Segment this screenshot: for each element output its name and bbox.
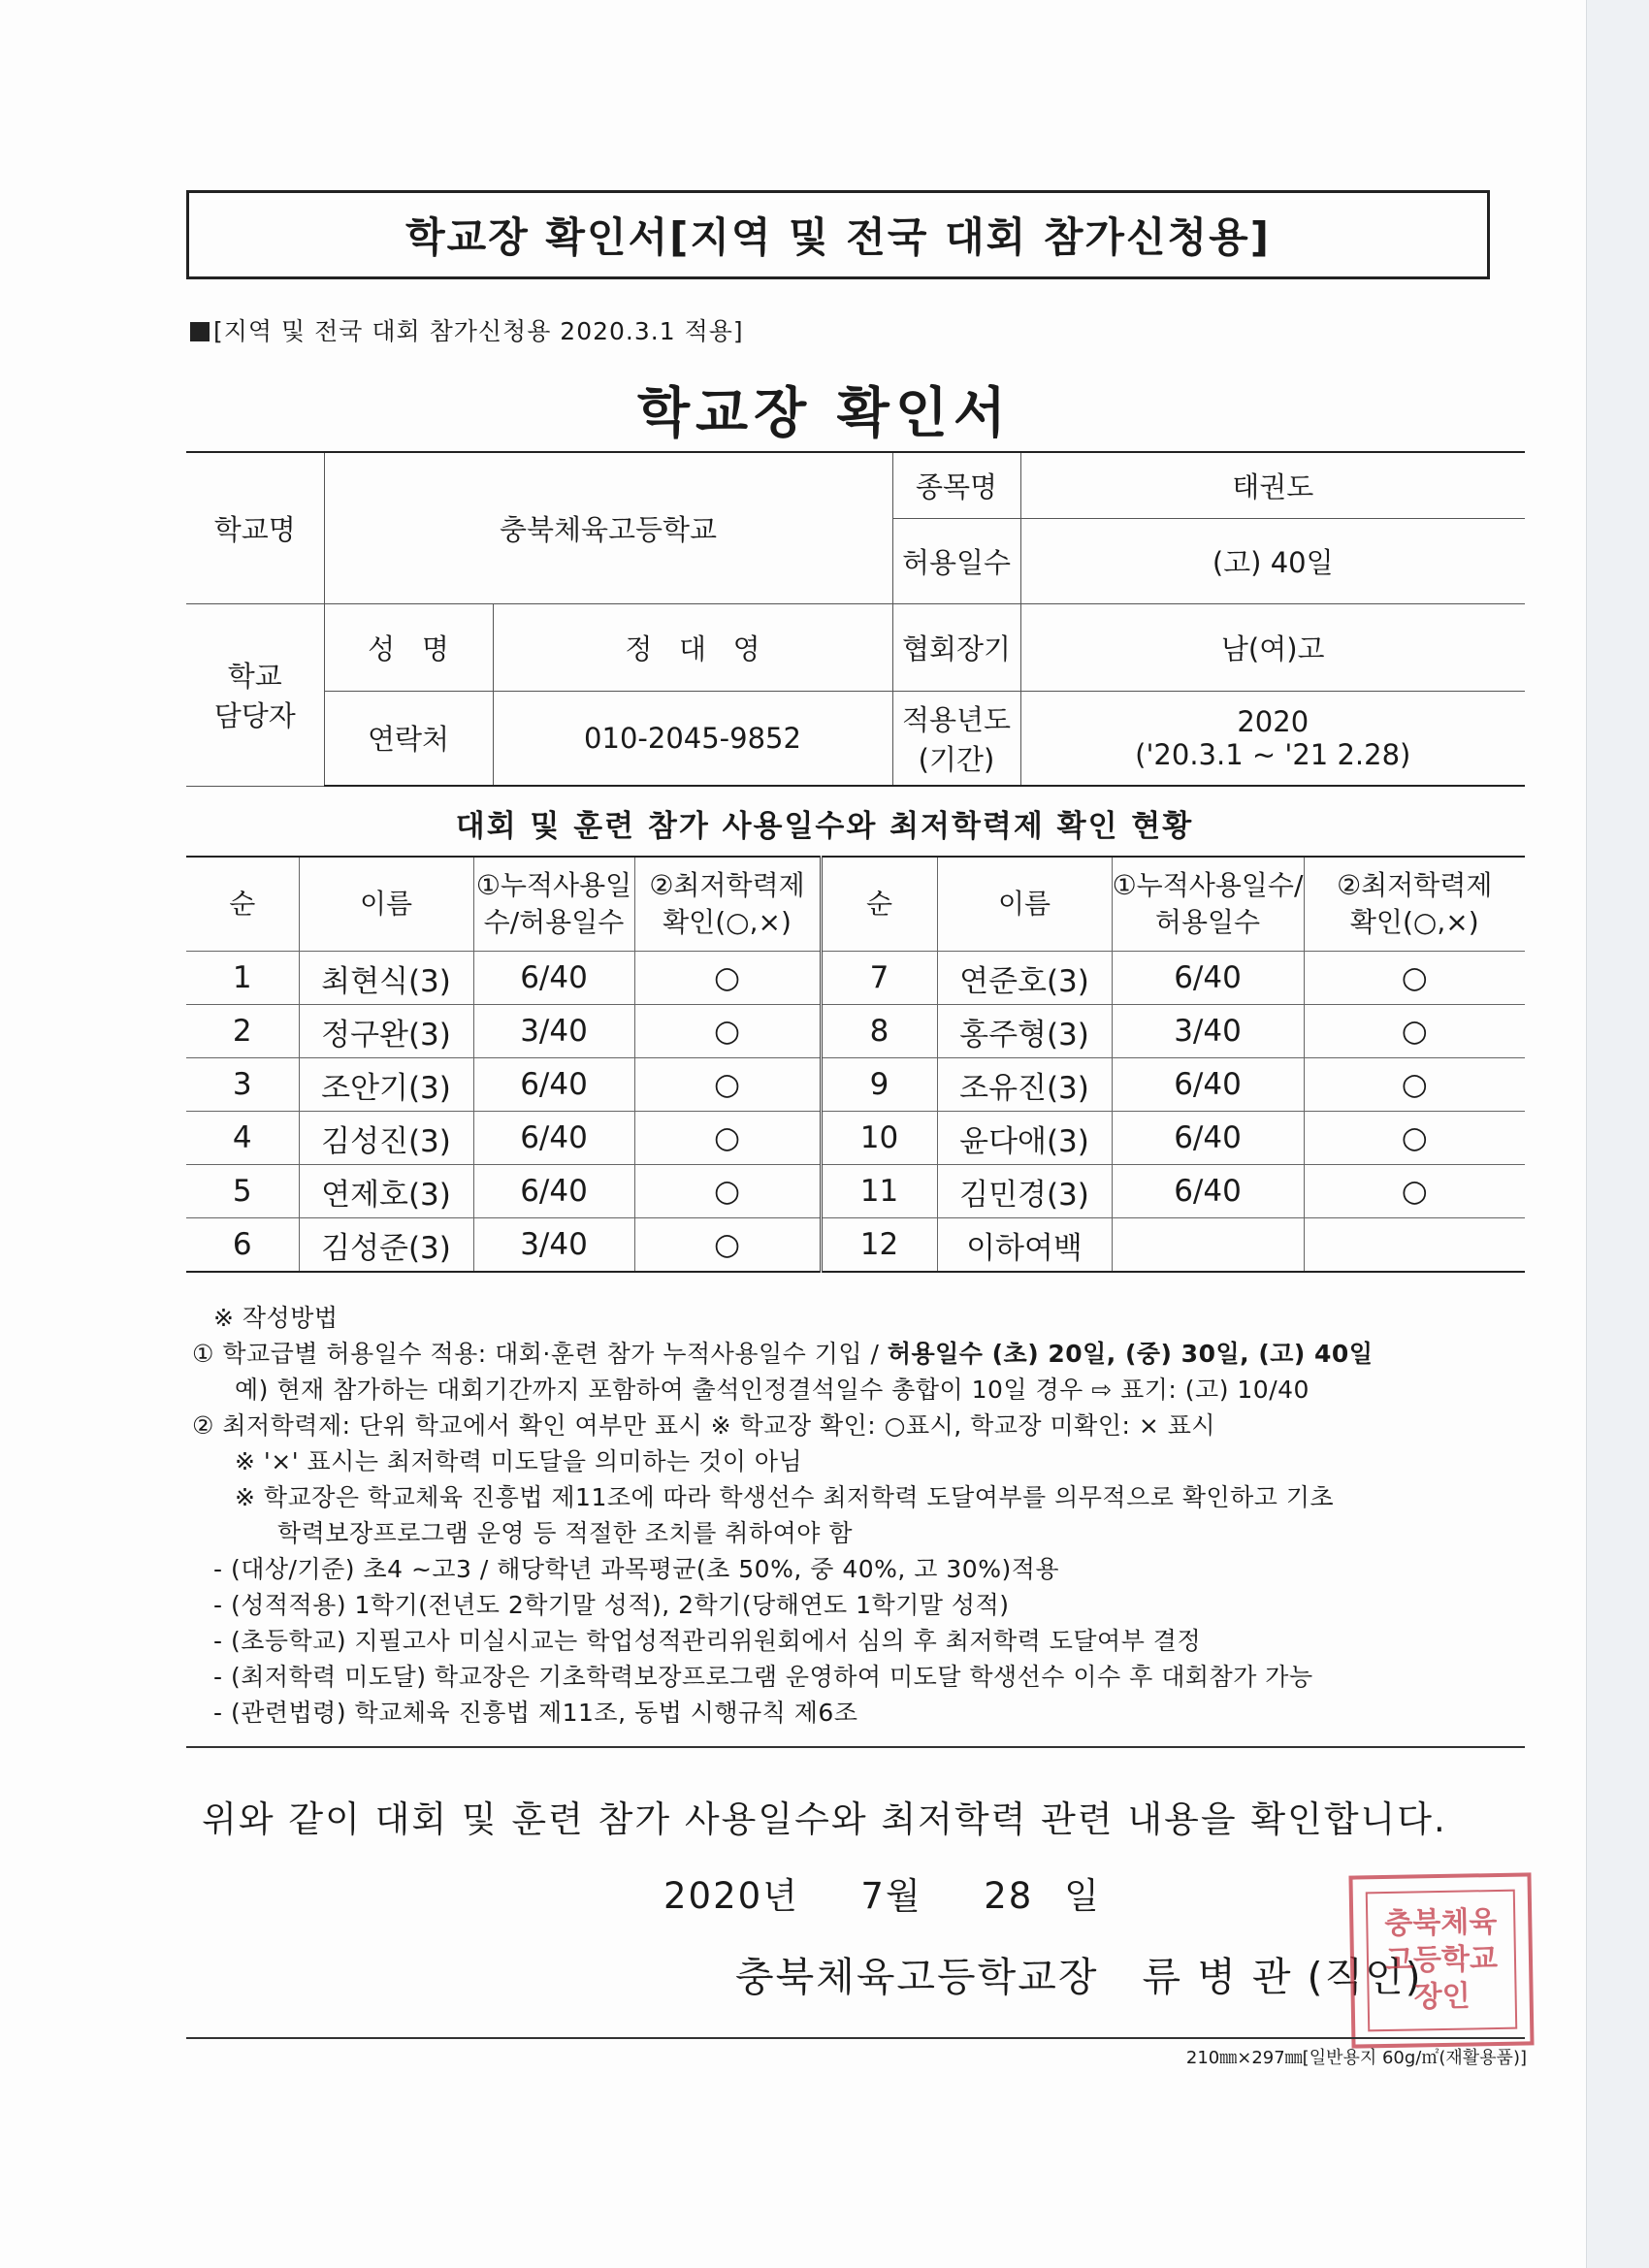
header-name-left: 이름 [299, 857, 473, 952]
roster-header-row [186, 857, 1525, 952]
apply-year-label-line1: 적용년도 [901, 702, 1012, 736]
school-name-label: 학교명 [186, 452, 324, 603]
header-check-left [634, 857, 821, 952]
document-title-box [186, 190, 1490, 279]
table-row [186, 1218, 1525, 1273]
header-days-left [473, 857, 634, 952]
row-days: 6/40 [473, 952, 634, 1005]
seal-inner [1366, 1890, 1517, 2032]
header-no-right: 순 [821, 857, 937, 952]
subnote-text: [지역 및 전국 대회 참가신청용 2020.3.1 적용] [213, 317, 744, 345]
seal-text: 충북체육고등학교장인 [1384, 1904, 1499, 2015]
row-no: 10 [821, 1112, 937, 1165]
apply-year-label-line2: (기간) [918, 742, 995, 776]
paper-spec-note: 210㎜×297㎜[일반용지 60g/㎡(재활용품)] [1185, 2048, 1527, 2068]
allowed-days-value: (고) 40일 [1020, 518, 1525, 603]
row-days: 6/40 [1112, 1165, 1304, 1218]
row-days: 6/40 [1112, 952, 1304, 1005]
method-line-8: - (성적적용) 1학기(전년도 2학기말 성적), 2학기(당해연도 1학기말 성적) [213, 1591, 1010, 1619]
row-days: 3/40 [473, 1218, 634, 1273]
row-check: ○ [1304, 1112, 1525, 1165]
row-check: ○ [634, 1165, 821, 1218]
roster-table [186, 856, 1525, 1273]
row-check: ○ [1304, 1005, 1525, 1058]
apply-period: ('20.3.1 ~ '21 2.28) [1135, 737, 1411, 771]
table-row [186, 952, 1525, 1005]
row-days: 6/40 [473, 1112, 634, 1165]
association-value: 남(여)고 [1020, 603, 1525, 691]
method-line-6: 학력보장프로그램 운영 등 적절한 조치를 취하여야 함 [277, 1519, 853, 1547]
divider-bottom [186, 2037, 1525, 2039]
main-title: 학교장 확인서 [636, 382, 1013, 445]
header-check-right [1304, 857, 1525, 952]
method-line-1b: 허용일수 (초) 20일, (중) 30일, (고) 40일 [887, 1340, 1374, 1368]
row-check: ○ [634, 1058, 821, 1112]
document-title: 학교장 확인서[지역 및 전국 대회 참가신청용] [405, 213, 1271, 261]
row-days: 3/40 [1112, 1005, 1304, 1058]
header-no-left: 순 [186, 857, 299, 952]
row-name: 조유진(3) [937, 1058, 1112, 1112]
table-row [186, 1005, 1525, 1058]
method-line-9: - (초등학교) 지필고사 미실시교는 학업성적관리위원회에서 심의 후 최저학력 도달여부 결정 [213, 1627, 1202, 1655]
writing-method [192, 1300, 1531, 1731]
school-name-value: 충북체육고등학교 [324, 452, 892, 603]
section-title: 대회 및 훈련 참가 사용일수와 최저학력제 확인 현황 [455, 809, 1194, 844]
row-no: 6 [186, 1218, 299, 1273]
row-no: 2 [186, 1005, 299, 1058]
row-check [1304, 1218, 1525, 1273]
row-check: ○ [634, 1218, 821, 1273]
row-days: 6/40 [473, 1165, 634, 1218]
row-no: 8 [821, 1005, 937, 1058]
row-name: 김성진(3) [299, 1112, 473, 1165]
row-check: ○ [634, 952, 821, 1005]
header-name-right: 이름 [937, 857, 1112, 952]
principal-signature-line: 충북체육고등학교장 류 병 관 (직인) [735, 1954, 1423, 2000]
row-days: 3/40 [473, 1005, 634, 1058]
row-no: 11 [821, 1165, 937, 1218]
header-days-right [1112, 857, 1304, 952]
row-name: 정구완(3) [299, 1005, 473, 1058]
header-check-left-line2: 확인(○,×) [663, 906, 792, 938]
apply-year-label [892, 691, 1020, 786]
staff-name-value: 정 대 영 [493, 603, 892, 691]
header-check-right-line2: 확인(○,×) [1349, 906, 1479, 938]
row-check: ○ [634, 1112, 821, 1165]
row-no: 7 [821, 952, 937, 1005]
row-name: 최현식(3) [299, 952, 473, 1005]
row-days: 6/40 [1112, 1112, 1304, 1165]
staff-label [186, 603, 324, 786]
row-no: 4 [186, 1112, 299, 1165]
row-name: 김민경(3) [937, 1165, 1112, 1218]
row-check: ○ [1304, 1165, 1525, 1218]
confirm-date: 2020년 7월 28 일 [663, 1875, 1101, 1917]
row-name: 홍주형(3) [937, 1005, 1112, 1058]
header-check-left-line1: ②최저학력제 [649, 869, 805, 902]
row-check: ○ [1304, 952, 1525, 1005]
row-no: 1 [186, 952, 299, 1005]
row-no: 9 [821, 1058, 937, 1112]
row-days: 6/40 [473, 1058, 634, 1112]
row-name: 윤다애(3) [937, 1112, 1112, 1165]
header-days-left-line2: 수/허용일수 [483, 906, 625, 938]
row-name: 연준호(3) [937, 952, 1112, 1005]
sport-value: 태권도 [1020, 452, 1525, 518]
row-no: 3 [186, 1058, 299, 1112]
row-no: 12 [821, 1218, 937, 1273]
method-line-2: 예) 현재 참가하는 대회기간까지 포함하여 출석인정결석일수 총합이 10일 경우 ⇨ 표기: (고) 10/40 [235, 1376, 1310, 1404]
row-name: 김성준(3) [299, 1218, 473, 1273]
method-line-7: - (대상/기준) 초4 ~고3 / 해당학년 과목평균(초 50%, 중 40%, 고 30%)적용 [213, 1555, 1059, 1583]
method-heading: ※ 작성방법 [213, 1304, 339, 1332]
header-days-right-line1: ①누적사용일수/ [1112, 869, 1304, 902]
method-line-5: ※ 학교장은 학교체육 진흥법 제11조에 따라 학생선수 최저학력 도달여부를 의무적으로 확인하고 기초 [235, 1483, 1335, 1511]
header-days-right-line2: 허용일수 [1154, 906, 1261, 938]
table-row [186, 1165, 1525, 1218]
header-check-right-line1: ②최저학력제 [1337, 869, 1493, 902]
header-days-left-line1: ①누적사용일 [475, 869, 632, 902]
page-edge-shadow [1586, 0, 1649, 2268]
row-days [1112, 1218, 1304, 1273]
apply-year-value [1020, 691, 1525, 786]
table-row [186, 1058, 1525, 1112]
row-days: 6/40 [1112, 1058, 1304, 1112]
official-seal [1348, 1872, 1534, 2048]
row-check: ○ [1304, 1058, 1525, 1112]
row-name: 조안기(3) [299, 1058, 473, 1112]
sport-label: 종목명 [892, 452, 1020, 518]
table-row [186, 1112, 1525, 1165]
method-line-1 [192, 1336, 1531, 1372]
row-no: 5 [186, 1165, 299, 1218]
divider-top [186, 1746, 1525, 1748]
association-label: 협회장기 [892, 603, 1020, 691]
staff-name-label: 성 명 [324, 603, 493, 691]
row-name: 이하여백 [937, 1218, 1112, 1273]
row-check: ○ [634, 1005, 821, 1058]
staff-label-line2: 담당자 [213, 699, 296, 732]
method-line-1a: ① 학교급별 허용일수 적용: 대회·훈련 참가 누적사용일수 기입 / [192, 1340, 888, 1368]
square-bullet-icon [190, 322, 210, 341]
contact-label: 연락처 [324, 691, 493, 786]
row-name: 연제호(3) [299, 1165, 473, 1218]
staff-label-line1: 학교 [227, 660, 282, 693]
confirm-statement: 위와 같이 대회 및 훈련 참가 사용일수와 최저학력 관련 내용을 확인합니다. [202, 1798, 1447, 1840]
method-line-10: - (최저학력 미도달) 학교장은 기초학력보장프로그램 운영하여 미도달 학생선수 이수 후 대회참가 가능 [213, 1663, 1313, 1691]
allowed-days-label: 허용일수 [892, 518, 1020, 603]
info-table [186, 451, 1525, 787]
apply-year: 2020 [1237, 704, 1310, 738]
contact-value: 010-2045-9852 [493, 691, 892, 786]
subnote [190, 312, 744, 347]
method-line-4: ※ '×' 표시는 최저학력 미도달을 의미하는 것이 아님 [235, 1447, 803, 1475]
method-line-3: ② 최저학력제: 단위 학교에서 확인 여부만 표시 ※ 학교장 확인: ○표시, 학교장 미확인: × 표시 [192, 1411, 1216, 1440]
method-line-11: - (관련법령) 학교체육 진흥법 제11조, 동법 시행규칙 제6조 [213, 1699, 858, 1727]
